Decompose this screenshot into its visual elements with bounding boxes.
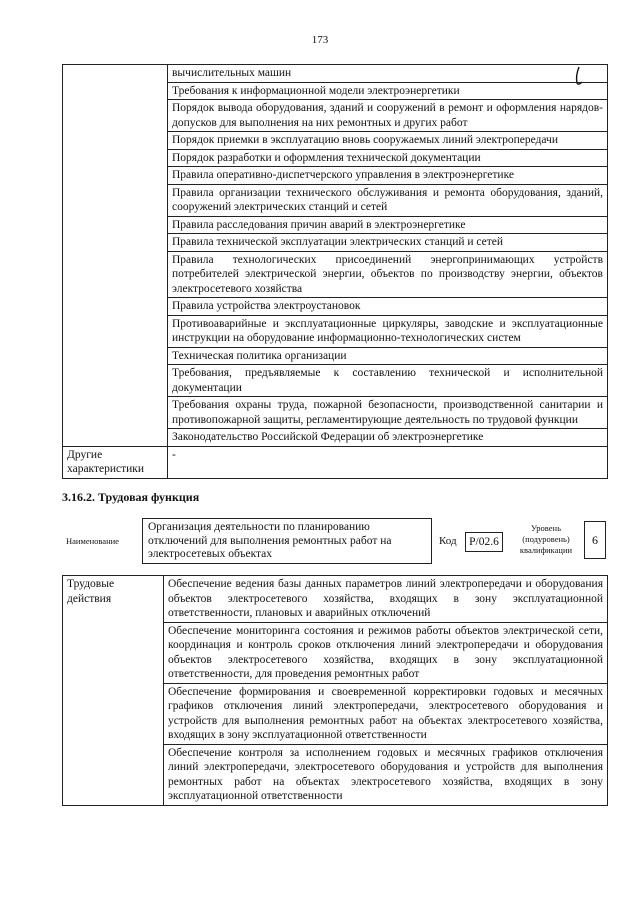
level-label: Уровень (подуровень) квалификации <box>519 523 573 555</box>
page-number: 173 <box>311 34 329 46</box>
labor-action-item: Обеспечение формирования и своевременной корректировки годовых и месячных графиков отключения линий электропередачи, электросетевого оборудования и устройств для выполнения ремонтных работ на объектах электросетевого хозяйства, входящих в зону эксплуатационной ответственности <box>164 683 608 744</box>
function-name-box: Организация деятельности по планированию отключений для выполнения ремонтных работ на электросетевых объектах <box>142 518 432 564</box>
knowledge-item: Правила технологических присоединений энергопринимающих устройств потребителей электрической энергии, объектов по производству энергии, объектов электросетевого хозяйства <box>168 251 608 298</box>
qualification-level-box: 6 <box>584 521 606 559</box>
table-row <box>63 576 608 623</box>
labor-action-item: Обеспечение контроля за исполнением годовых и месячных графиков отключения линий электропередачи, электросетевого оборудования и устройств для выполнения ремонтных работ на объектах электросетевого хозяйства, входящих в зону эксплуатационной ответственности <box>164 744 608 805</box>
knowledge-table <box>62 64 608 479</box>
knowledge-item: Техническая политика организации <box>168 347 608 365</box>
knowledge-label-cell <box>63 65 168 447</box>
labor-action-item: Обеспечение мониторинга состояния и режимов работы объектов электрической сети, координация и контроль сроков отключения линий электропередачи и оборудования объектов электросетевого хозяйства, входящих в зону эксплуатационной ответственности, для проведения ремонтных работ <box>164 622 608 683</box>
knowledge-item: Противоаварийные и эксплуатационные циркуляры, заводские и эксплуатационные инструкции на оборудование информационно-технологических систем <box>168 315 608 347</box>
function-code-box: Р/02.6 <box>465 532 503 552</box>
knowledge-item: Требования, предъявляемые к составлению технической и исполнительной документации <box>168 365 608 397</box>
knowledge-item: Порядок вывода оборудования, зданий и сооружений в ремонт и оформления нарядов-допусков для выполнения на них ремонтных и других работ <box>168 100 608 132</box>
knowledge-item: Правила расследования причин аварий в электроэнергетике <box>168 216 608 234</box>
labor-actions-table <box>62 575 608 806</box>
knowledge-item: Правила технической эксплуатации электрических станций и сетей <box>168 234 608 252</box>
code-label: Код <box>439 535 457 547</box>
other-characteristics-value: - <box>168 446 608 478</box>
knowledge-item: Правила устройства электроустановок <box>168 298 608 316</box>
knowledge-item: Порядок приемки в эксплуатацию вновь сооружаемых линий электропередачи <box>168 132 608 150</box>
name-label: Наименование <box>66 536 119 546</box>
knowledge-item: Законодательство Российской Федерации об электроэнергетике <box>168 429 608 447</box>
other-characteristics-label: Другие характеристики <box>63 446 168 478</box>
knowledge-item: вычислительных машин <box>168 65 608 83</box>
knowledge-item: Требования к информационной модели электроэнергетики <box>168 82 608 100</box>
table-row <box>63 446 608 478</box>
labor-actions-label: Трудовые действия <box>63 576 164 806</box>
table-row <box>63 65 608 83</box>
knowledge-item: Порядок разработки и оформления технической документации <box>168 149 608 167</box>
section-title: 3.16.2. Трудовая функция <box>62 490 200 504</box>
knowledge-item: Правила оперативно-диспетчерского управления в электроэнергетике <box>168 167 608 185</box>
knowledge-item: Правила организации технического обслуживания и ремонта оборудования, зданий, сооружений электрических станций и сетей <box>168 184 608 216</box>
knowledge-item: Требования охраны труда, пожарной безопасности, производственной санитарии и противопожарной защиты, регламентирующие деятельность по трудовой функции <box>168 397 608 429</box>
labor-action-item: Обеспечение ведения базы данных параметров линий электропередачи и оборудования объектов электросетевого хозяйства, входящих в зону эксплуатационной ответственности, плановых и аварийных отключений <box>164 576 608 623</box>
